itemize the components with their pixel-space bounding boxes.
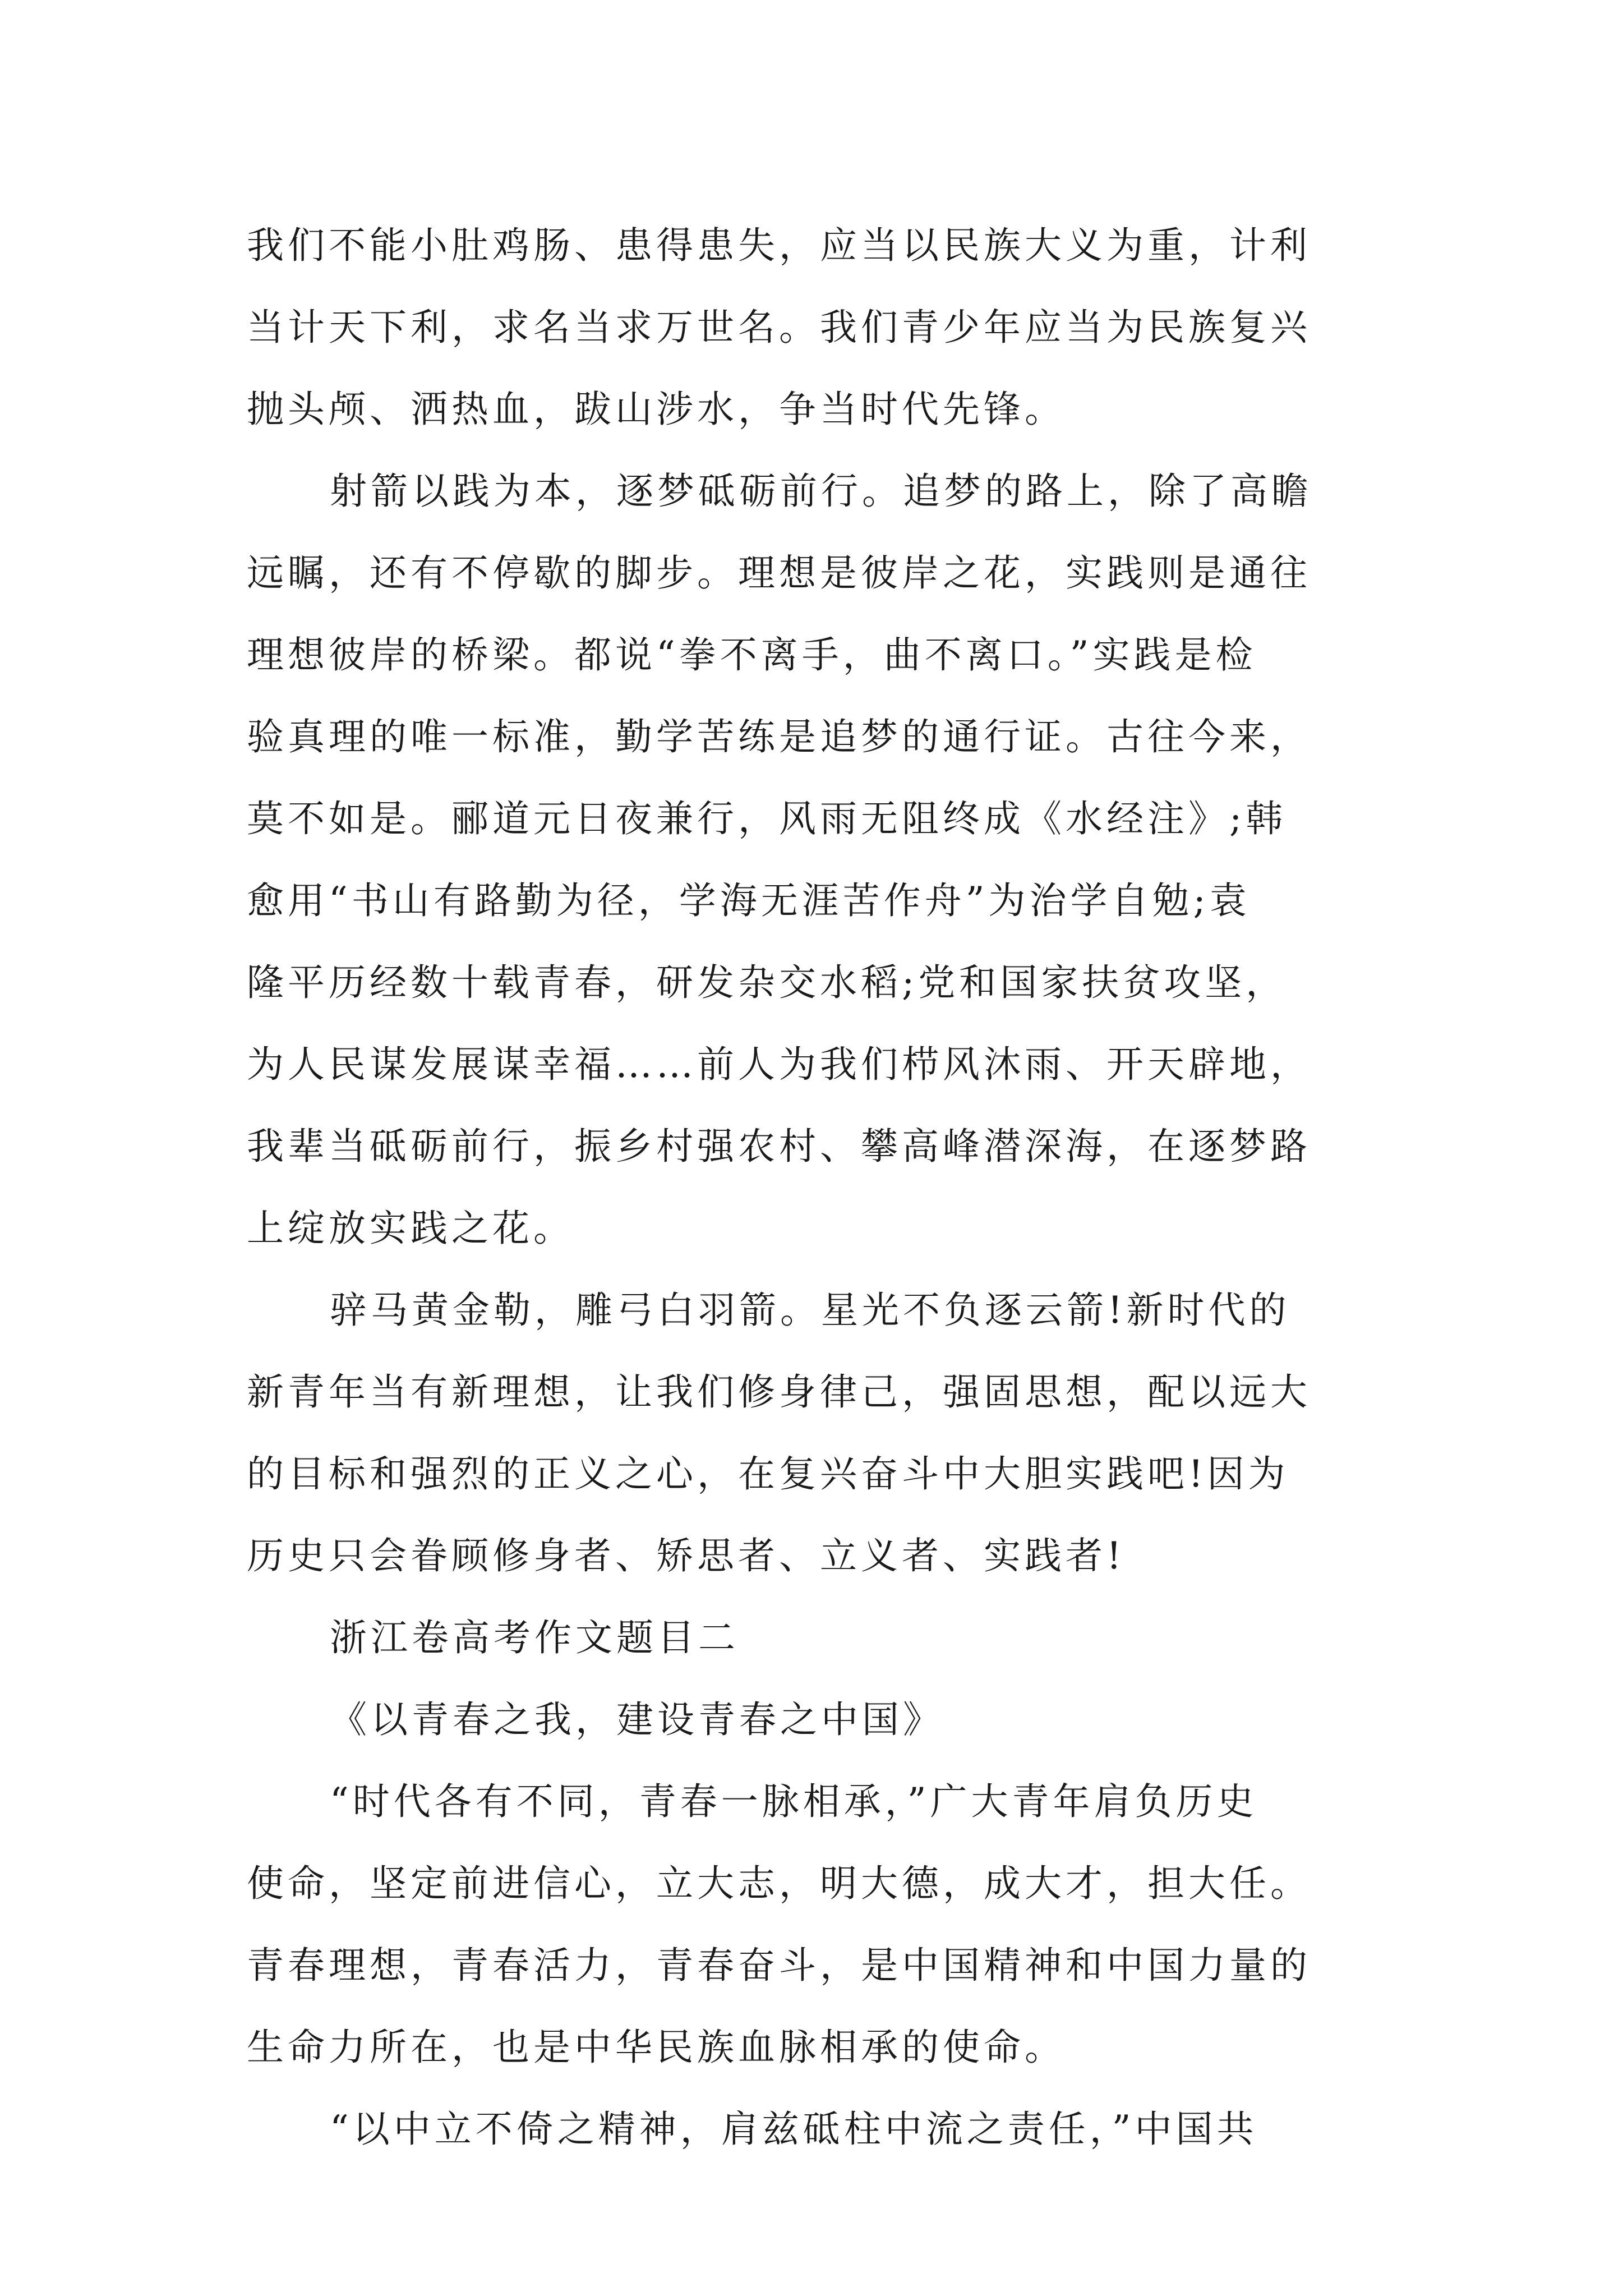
text-line: “时代各有不同，青春一脉相承，”广大青年肩负历史 xyxy=(330,1780,1258,1823)
text-line: 上绽放实践之花。 xyxy=(247,1207,574,1250)
text-line: 使命，坚定前进信心，立大志，明大德，成大才，担大任。 xyxy=(247,1862,1311,1905)
text-line: 愈用“书山有路勤为径，学海无涯苦作舟”为治学自勉;袁 xyxy=(247,879,1251,922)
text-line: 当计天下利，求名当求万世名。我们青少年应当为民族复兴 xyxy=(247,306,1311,349)
text-line: 历史只会眷顾修身者、矫思者、立义者、实践者! xyxy=(247,1534,1126,1577)
text-line: 青春理想，青春活力，青春奋斗，是中国精神和中国力量的 xyxy=(247,1944,1311,1987)
text-line: 射箭以践为本，逐梦砥砺前行。追梦的路上，除了高瞻 xyxy=(330,470,1312,513)
text-line: 我辈当砥砺前行，振乡村强农村、攀高峰潜深海，在逐梦路 xyxy=(247,1125,1311,1168)
text-line: 莫不如是。郦道元日夜兼行，风雨无阻终成《水经注》;韩 xyxy=(247,797,1287,840)
text-line: 《以青春之我，建设青春之中国》 xyxy=(330,1698,944,1741)
text-line: 远瞩，还有不停歇的脚步。理想是彼岸之花，实践则是通往 xyxy=(247,551,1311,595)
text-line: 我们不能小肚鸡肠、患得患失，应当以民族大义为重，计利 xyxy=(247,224,1311,267)
text-line: 隆平历经数十载青春，研发杂交水稻;党和国家扶贫攻坚， xyxy=(247,961,1287,1004)
text-line: “以中立不倚之精神，肩兹砥柱中流之责任，”中国共 xyxy=(330,2108,1258,2151)
text-line: 抛头颅、洒热血，跋山涉水，争当时代先锋。 xyxy=(247,388,1066,431)
text-line: 骍马黄金勒，雕弓白羽箭。星光不负逐云箭!新时代的 xyxy=(330,1289,1290,1332)
text-line: 生命力所在，也是中华民族血脉相承的使命。 xyxy=(247,2026,1066,2069)
text-line: 为人民谋发展谋幸福……前人为我们栉风沐雨、开天辟地， xyxy=(247,1043,1311,1086)
text-line: 浙江卷高考作文题目二 xyxy=(330,1616,739,1659)
text-line: 理想彼岸的桥梁。都说“拳不离手，曲不离口。”实践是检 xyxy=(247,633,1257,677)
text-line: 的目标和强烈的正义之心，在复兴奋斗中大胆实践吧!因为 xyxy=(247,1452,1289,1496)
document-body xyxy=(247,205,1391,2170)
text-line: 验真理的唯一标准，勤学苦练是追梦的通行证。古往今来， xyxy=(247,715,1311,758)
text-line: 新青年当有新理想，让我们修身律己，强固思想，配以远大 xyxy=(247,1370,1311,1414)
